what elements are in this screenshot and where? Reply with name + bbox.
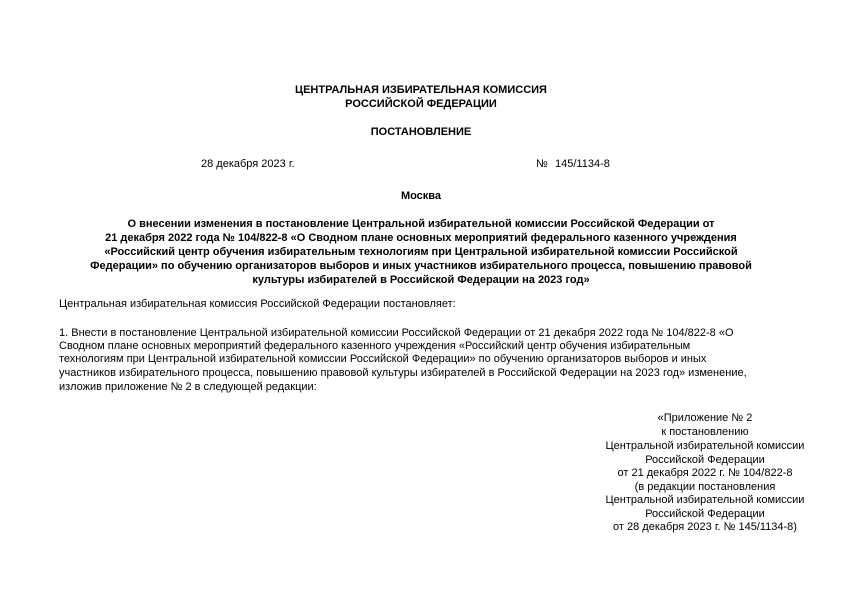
appendix-line: Центральной избирательной комиссии: [605, 440, 805, 452]
appendix-line: Российской Федерации: [645, 508, 765, 520]
org-name-line2: РОССИЙСКОЙ ФЕДЕРАЦИИ: [345, 98, 497, 110]
paragraph-line: изложив приложение № 2 в следующей редакции:: [59, 381, 317, 393]
document-type: ПОСТАНОВЛЕНИЕ: [370, 126, 472, 138]
intro-paragraph: Центральная избирательная комиссия Российской Федерации постановляет:: [59, 298, 456, 310]
document-number-sign: №: [536, 158, 548, 170]
appendix-line: к постановлению: [661, 426, 749, 438]
appendix-line: от 28 декабря 2023 г. № 145/1134-8): [613, 521, 797, 533]
paragraph-line: 1. Внести в постановление Центральной избирательной комиссии Российской Федерации от 21 декабря 2022 года № 104/822-8 «О: [59, 327, 734, 339]
title-line: «Российский центр обучения избирательным технологиям при Центральной избирательной комиссии Российской: [104, 246, 738, 258]
appendix-line: Российской Федерации: [645, 454, 765, 466]
org-name-line1: ЦЕНТРАЛЬНАЯ ИЗБИРАТЕЛЬНАЯ КОМИССИЯ: [295, 84, 547, 96]
appendix-line: «Приложение № 2: [657, 412, 753, 424]
appendix-line: от 21 декабря 2022 г. № 104/822-8: [617, 467, 793, 479]
title-line: культуры избирателей в Российской Федерации на 2023 год»: [252, 274, 590, 286]
paragraph-line: технологиям при Центральной избирательной комиссии Российской Федерации» по обучению организаторов выборов и иных: [59, 353, 707, 365]
paragraph-line: Сводном плане основных мероприятий федерального казенного учреждения «Российский центр обучения избирательным: [59, 340, 691, 352]
appendix-line: Центральной избирательной комиссии: [605, 494, 805, 506]
title-line: О внесении изменения в постановление Центральной избирательной комиссии Российской Федерации от: [127, 218, 715, 230]
document-number: 145/1134-8: [555, 158, 610, 170]
title-line: Федерации» по обучению организаторов выборов и иных участников избирательного процесса, повышению правовой: [90, 260, 752, 272]
document-date: 28 декабря 2023 г.: [201, 158, 295, 170]
document-city: Москва: [400, 190, 442, 202]
title-line: 21 декабря 2022 года № 104/822-8 «О Сводном плане основных мероприятий федерального казенного учреждения: [105, 232, 737, 244]
appendix-line: (в редакции постановления: [634, 481, 776, 493]
paragraph-line: участников избирательного процесса, повышению правовой культуры избирателей в Российской Федерации на 2023 год» изменение,: [59, 367, 747, 379]
